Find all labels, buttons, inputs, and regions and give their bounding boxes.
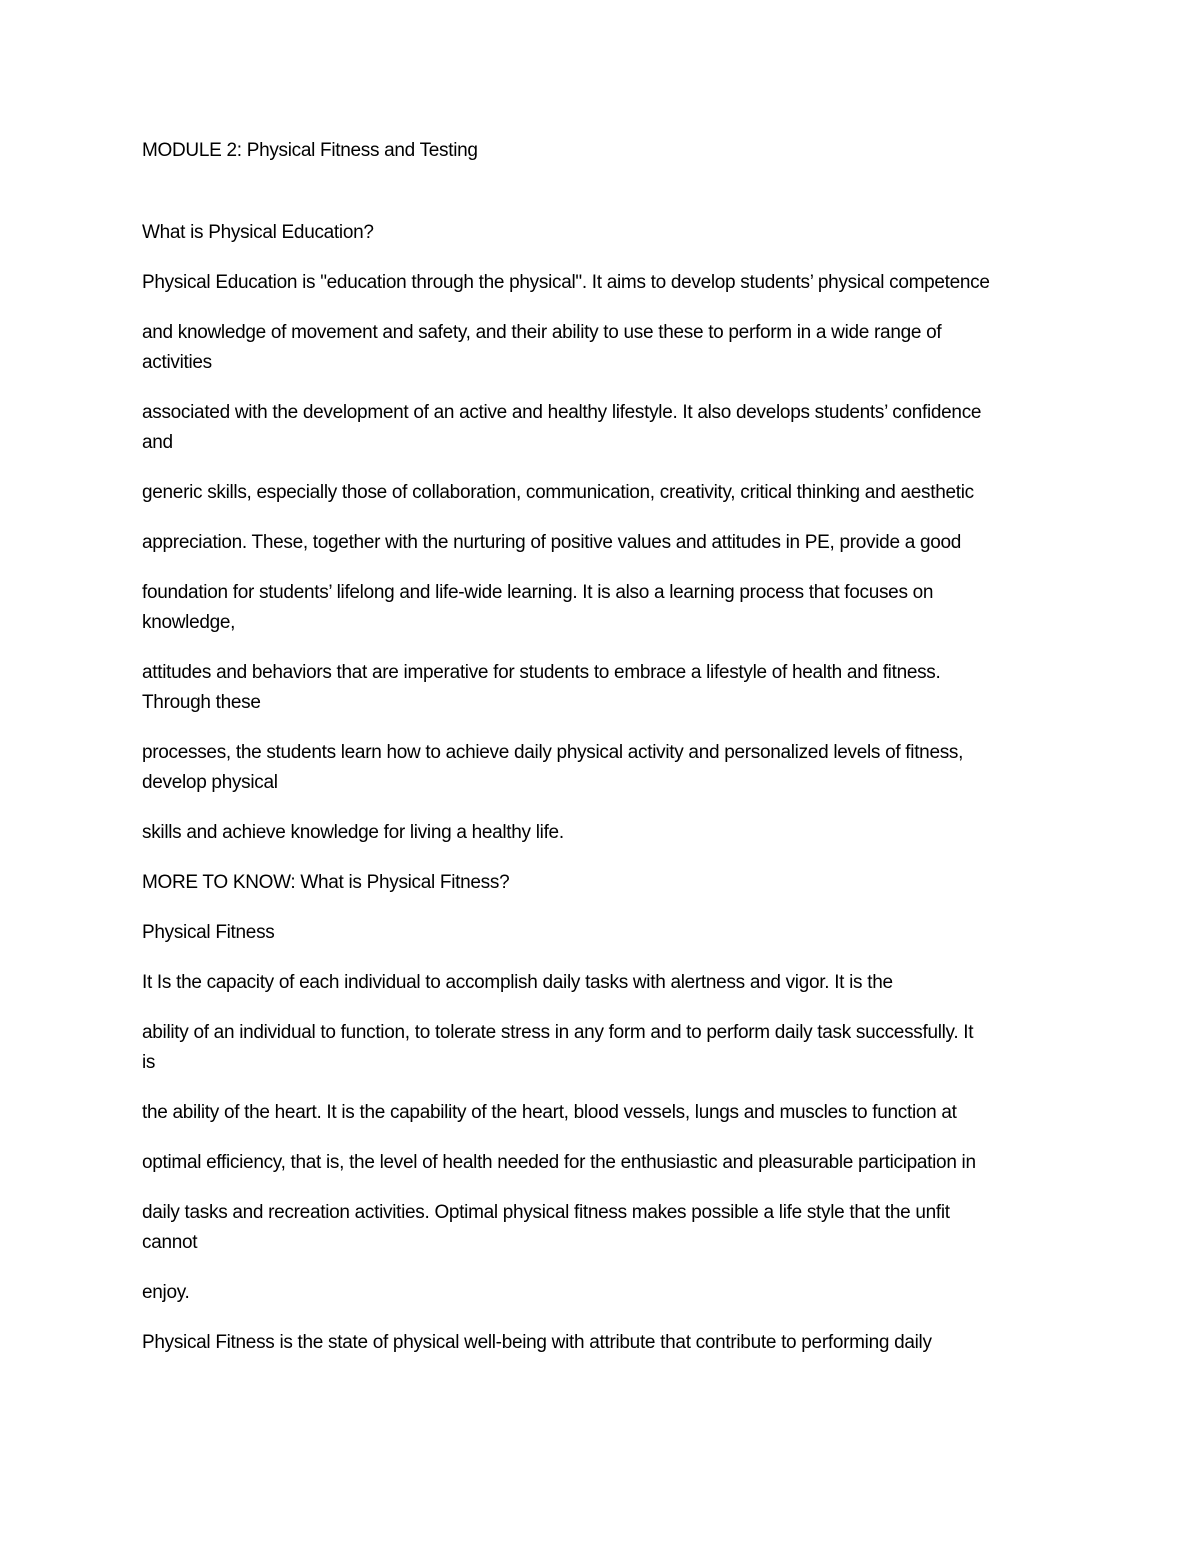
paragraph xyxy=(142,1278,1140,1308)
text-line: appreciation. These, together with the nurturing of positive values and attitudes in PE, provide a good xyxy=(142,532,962,553)
text-line: Physical Fitness is the state of physical well-being with attribute that contribute to performing daily xyxy=(142,1332,932,1353)
text-line: the ability of the heart. It is the capability of the heart, blood vessels, lungs and muscles to function at xyxy=(142,1102,957,1123)
paragraph xyxy=(142,398,1140,458)
paragraph xyxy=(142,1198,1140,1258)
paragraph xyxy=(142,478,1140,508)
text-line: is xyxy=(142,1052,156,1073)
paragraph xyxy=(142,1328,1140,1358)
text-line: MODULE 2: Physical Fitness and Testing xyxy=(142,140,478,161)
text-line: Physical Education is "education through the physical". It aims to develop students’ physical competence xyxy=(142,272,990,293)
paragraph xyxy=(142,1148,1140,1178)
text-line: foundation for students’ lifelong and life-wide learning. It is also a learning process that focuses on xyxy=(142,582,934,603)
text-line: optimal efficiency, that is, the level of health needed for the enthusiastic and pleasurable participation in xyxy=(142,1152,976,1173)
paragraph xyxy=(142,318,1140,378)
section-heading xyxy=(142,218,1140,248)
text-line: and xyxy=(142,432,173,453)
text-line: knowledge, xyxy=(142,612,236,633)
text-line: What is Physical Education? xyxy=(142,222,374,243)
text-line: ability of an individual to function, to tolerate stress in any form and to perform daily task successfully. It xyxy=(142,1022,974,1043)
text-line: MORE TO KNOW: What is Physical Fitness? xyxy=(142,872,510,893)
text-line: skills and achieve knowledge for living a healthy life. xyxy=(142,822,564,843)
text-line: enjoy. xyxy=(142,1282,190,1303)
text-line: activities xyxy=(142,352,212,373)
section-heading xyxy=(142,868,1140,898)
section-heading xyxy=(142,918,1140,948)
text-line: Through these xyxy=(142,692,261,713)
paragraph xyxy=(142,738,1140,798)
text-line: associated with the development of an active and healthy lifestyle. It also develops students’ confidence xyxy=(142,402,982,423)
text-line: Physical Fitness xyxy=(142,922,275,943)
paragraph xyxy=(142,1098,1140,1128)
paragraph xyxy=(142,1018,1140,1078)
text-line: develop physical xyxy=(142,772,278,793)
paragraph xyxy=(142,528,1140,558)
text-line: cannot xyxy=(142,1232,198,1253)
text-line: generic skills, especially those of collaboration, communication, creativity, critical thinking and aesthetic xyxy=(142,482,974,503)
paragraph xyxy=(142,268,1140,298)
text-line: processes, the students learn how to achieve daily physical activity and personalized levels of fitness, xyxy=(142,742,964,763)
paragraph xyxy=(142,658,1140,718)
text-line: It Is the capacity of each individual to accomplish daily tasks with alertness and vigor. It is the xyxy=(142,972,893,993)
text-line: attitudes and behaviors that are imperative for students to embrace a lifestyle of health and fitness. xyxy=(142,662,941,683)
paragraph xyxy=(142,578,1140,638)
paragraph xyxy=(142,818,1140,848)
document-title xyxy=(142,136,1140,166)
text-line: and knowledge of movement and safety, and their ability to use these to perform in a wide range of xyxy=(142,322,942,343)
paragraph xyxy=(142,968,1140,998)
text-line: daily tasks and recreation activities. Optimal physical fitness makes possible a life style that the unfit xyxy=(142,1202,950,1223)
